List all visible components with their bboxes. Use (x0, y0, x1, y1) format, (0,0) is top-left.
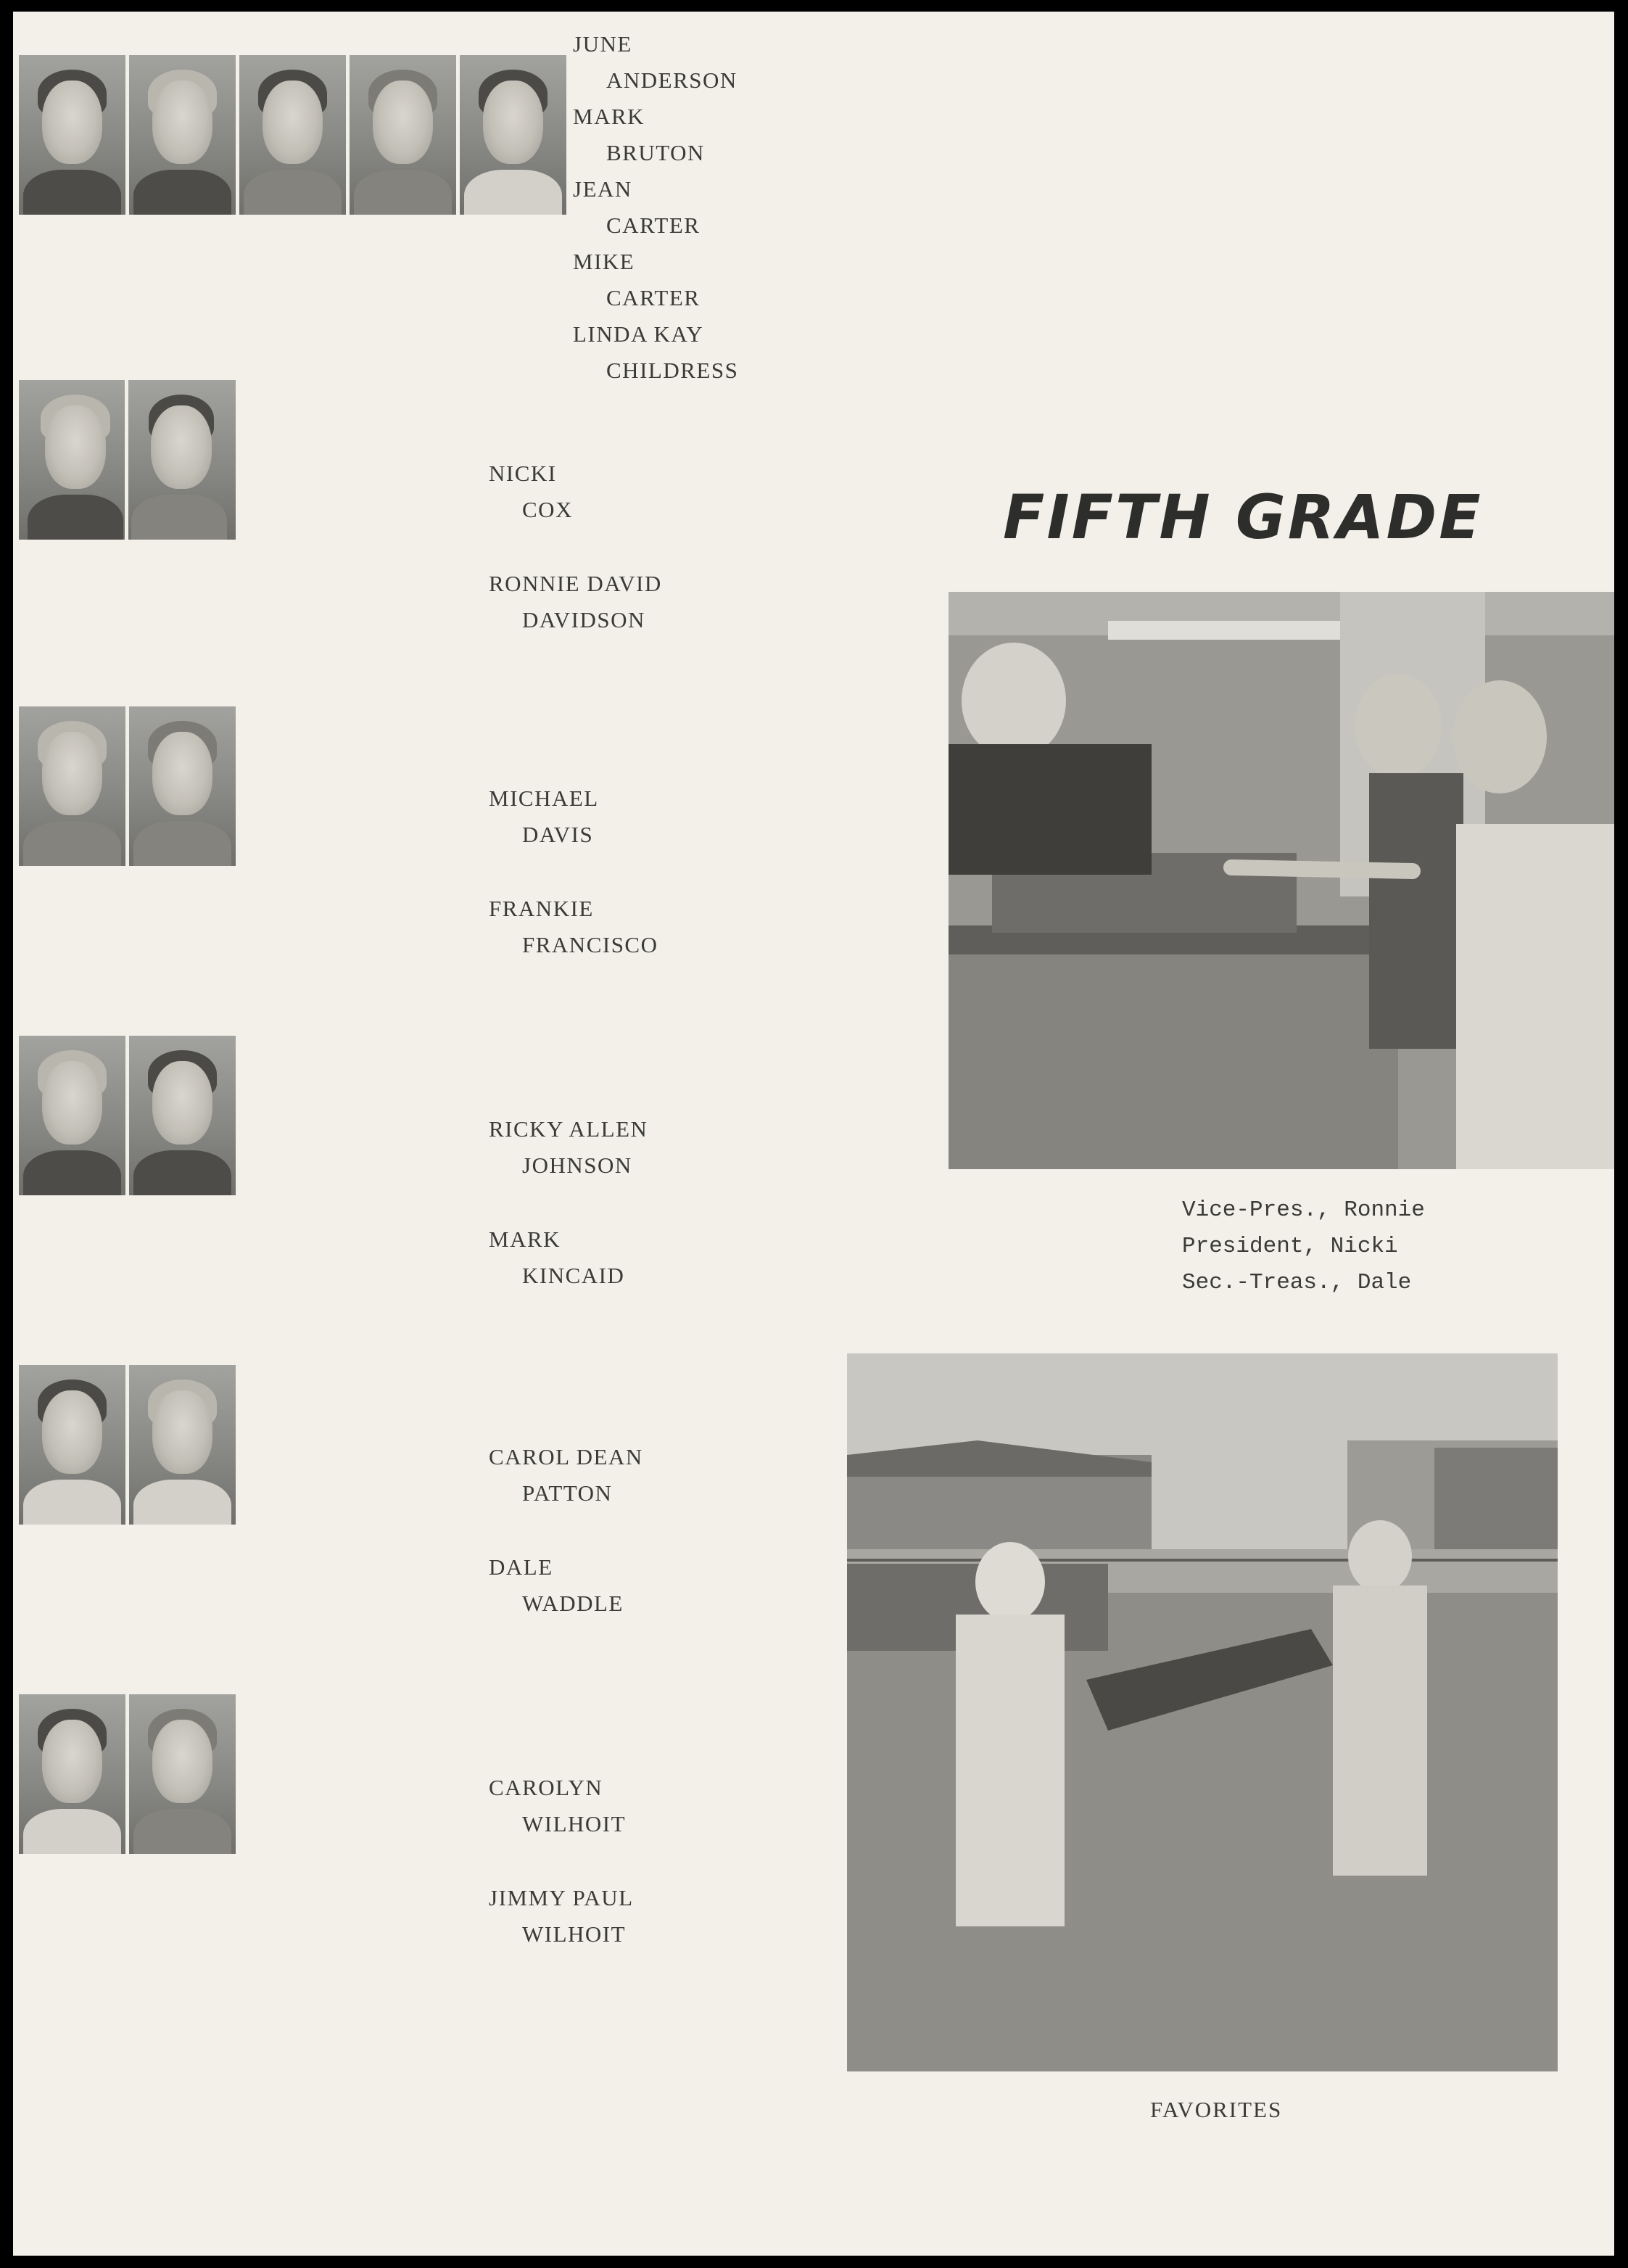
name-first: MIKE (573, 249, 635, 274)
portrait-shirt (28, 495, 123, 540)
name-first: JEAN (573, 176, 632, 202)
portrait-dale-waddle (129, 1365, 236, 1525)
portrait-face (152, 1061, 212, 1144)
portrait-face (152, 1720, 212, 1802)
name-list-row-5 (489, 1439, 643, 1622)
name-spacer (489, 1842, 634, 1880)
name-last: FRANCISCO (522, 932, 658, 957)
name-first: CAROLYN (489, 1775, 603, 1800)
portrait-face (42, 732, 102, 815)
name-last: CHILDRESS (606, 358, 739, 383)
portrait-face (151, 405, 212, 488)
name-last: BRUTON (606, 140, 705, 165)
name-first: FRANKIE (489, 896, 594, 921)
officers-photo-drawing (949, 592, 1614, 1169)
portrait-june-anderson (19, 55, 125, 215)
portrait-mark-bruton (129, 55, 236, 215)
portrait-face (373, 81, 432, 163)
portrait-shirt (244, 170, 342, 215)
name-last: CARTER (606, 285, 701, 310)
portrait-jean-carter (239, 55, 346, 215)
caption-line: President, Nicki (1182, 1234, 1398, 1259)
name-last: DAVIS (522, 822, 594, 847)
name-spacer (489, 528, 662, 566)
name-list-row-3 (489, 780, 658, 963)
portrait-shirt (23, 1809, 121, 1854)
portrait-face (152, 732, 212, 815)
portrait-shirt (131, 495, 227, 540)
portrait-ricky-allen-johnson (19, 1036, 125, 1195)
portrait-face (45, 405, 106, 488)
portrait-face (263, 81, 322, 163)
name-list-row-1 (573, 26, 738, 389)
name-first: MARK (573, 104, 645, 129)
portrait-shirt (133, 1150, 231, 1195)
page-title: FIFTH GRADE (1003, 482, 1483, 553)
name-last: WADDLE (522, 1591, 624, 1616)
name-list-row-6 (489, 1770, 634, 1952)
portrait-face (42, 1720, 102, 1802)
caption-line: Sec.-Treas., Dale (1182, 1270, 1412, 1295)
portrait-face (42, 81, 102, 163)
yearbook-page (13, 12, 1614, 2256)
portrait-linda-kay-childress (460, 55, 566, 215)
officers-caption (1182, 1192, 1425, 1301)
name-last: WILHOIT (522, 1921, 627, 1947)
name-first: NICKI (489, 461, 557, 486)
name-last: CARTER (606, 213, 701, 238)
portrait-shirt (354, 170, 452, 215)
name-spacer (489, 1512, 643, 1549)
name-first: JIMMY PAUL (489, 1885, 634, 1910)
name-last: COX (522, 497, 573, 522)
name-list-row-2 (489, 455, 662, 638)
name-first: CAROL DEAN (489, 1444, 643, 1469)
name-first: DALE (489, 1554, 553, 1580)
portrait-mike-carter (350, 55, 456, 215)
name-first: MICHAEL (489, 785, 599, 811)
favorites-photo-drawing (847, 1353, 1558, 2071)
portrait-jimmy-paul-wilhoit (129, 1694, 236, 1854)
portrait-shirt (23, 1480, 121, 1525)
portrait-face (152, 81, 212, 163)
portrait-shirt (133, 170, 231, 215)
favorites-photo (847, 1353, 1558, 2071)
portrait-shirt (133, 821, 231, 866)
name-list-row-4 (489, 1111, 648, 1294)
name-last: JOHNSON (522, 1152, 632, 1178)
name-first: LINDA KAY (573, 321, 704, 347)
name-spacer (489, 1184, 648, 1221)
portrait-face (42, 1390, 102, 1473)
portrait-shirt (23, 821, 121, 866)
name-last: PATTON (522, 1480, 613, 1506)
name-last: ANDERSON (606, 67, 737, 93)
portrait-shirt (23, 170, 121, 215)
portrait-mark-kincaid (129, 1036, 236, 1195)
favorites-caption: FAVORITES (1150, 2097, 1283, 2122)
portrait-michael-davis (19, 706, 125, 866)
name-first: JUNE (573, 31, 632, 57)
photo-gap (125, 380, 128, 540)
name-last: DAVIDSON (522, 607, 645, 632)
portrait-carolyn-wilhoit (19, 1694, 125, 1854)
name-first: RICKY ALLEN (489, 1116, 648, 1142)
name-first: MARK (489, 1226, 561, 1252)
portrait-face (483, 81, 542, 163)
caption-line: Vice-Pres., Ronnie (1182, 1197, 1425, 1223)
name-last: WILHOIT (522, 1811, 627, 1836)
portrait-shirt (133, 1480, 231, 1525)
portrait-shirt (133, 1809, 231, 1854)
portrait-frankie-francisco (129, 706, 236, 866)
portrait-carol-dean-patton (19, 1365, 125, 1525)
portrait-shirt (464, 170, 562, 215)
name-first: RONNIE DAVID (489, 571, 662, 596)
portrait-face (152, 1390, 212, 1473)
officers-photo (949, 592, 1614, 1169)
name-last: KINCAID (522, 1263, 625, 1288)
portrait-face (42, 1061, 102, 1144)
name-spacer (489, 853, 658, 891)
portrait-shirt (23, 1150, 121, 1195)
